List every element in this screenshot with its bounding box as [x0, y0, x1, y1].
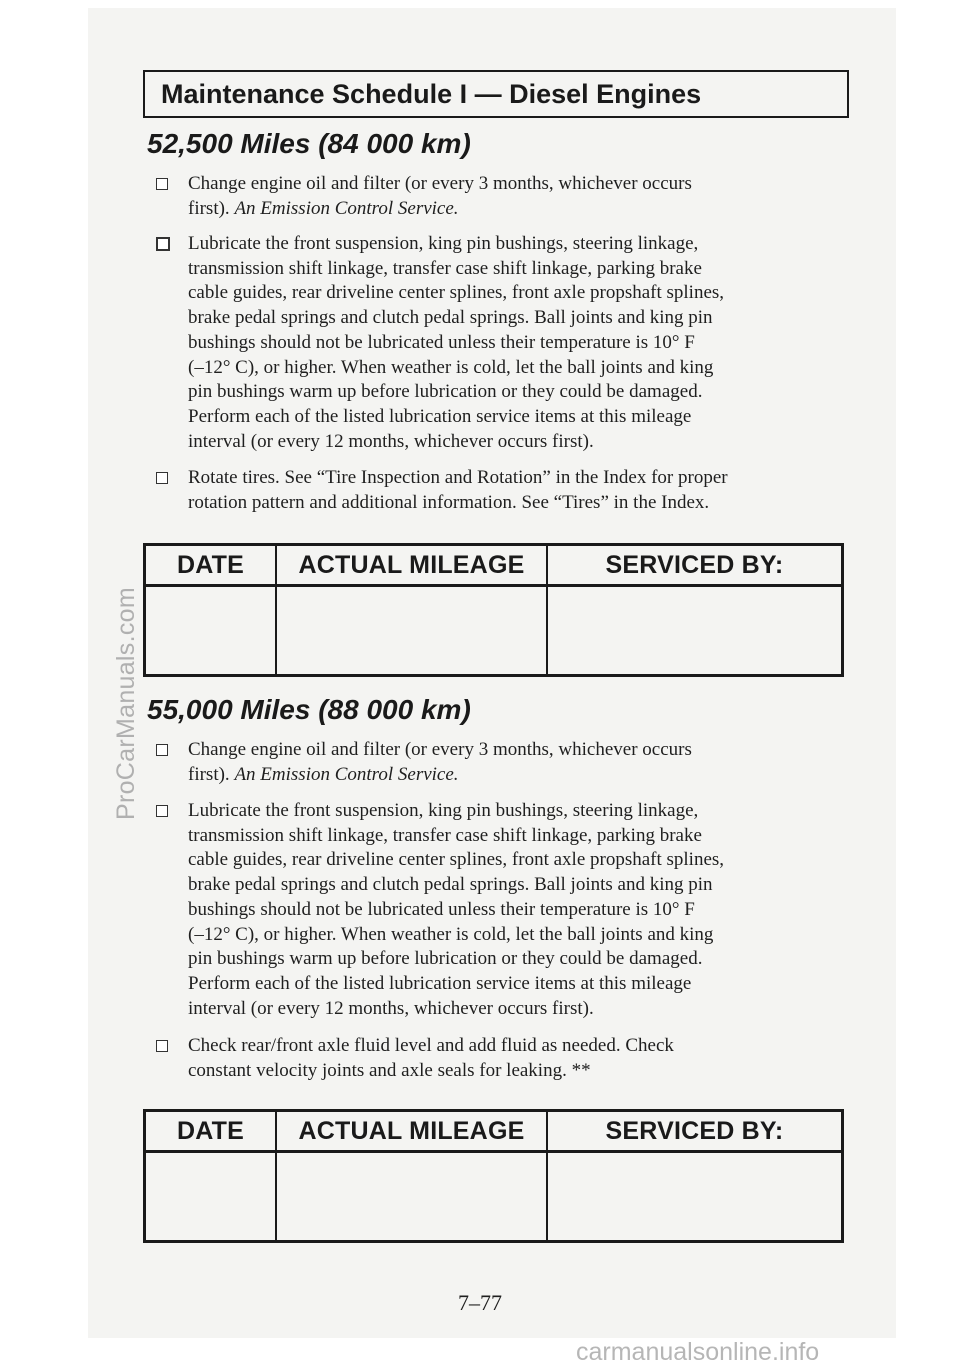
- item-text: Check rear/front axle fluid level and add fluid as needed. Check constant velocity joints and axle seals for leaking. **: [188, 1035, 674, 1081]
- serviced-by-header: SERVICED BY:: [548, 546, 841, 587]
- checkbox-icon[interactable]: [156, 1040, 168, 1052]
- item-text: Rotate tires. See “Tire Inspection and Rotation” in the Index for proper rotation pattern and additional information. See “Tires” in the Index.: [188, 467, 728, 513]
- item-text: Change engine oil and filter (or every 3 months, whichever occurs first). An Emission Control Service.: [188, 173, 692, 219]
- checklist-item-lubricate: [156, 232, 846, 454]
- date-header: DATE: [146, 1112, 277, 1153]
- page-number: 7–77: [458, 1290, 502, 1315]
- section-heading-52500: 52,500 Miles (84 000 km): [147, 128, 471, 159]
- date-entry-cell[interactable]: [146, 1153, 277, 1240]
- section-heading-55000: 55,000 Miles (88 000 km): [147, 694, 471, 725]
- checklist-item-oil-change: [156, 738, 846, 787]
- checklist-item-rotate-tires: [156, 466, 846, 515]
- bottom-watermark: carmanualsonline.info: [576, 1338, 820, 1366]
- schedule-header: [143, 70, 849, 118]
- service-record-table: [143, 543, 844, 677]
- mileage-entry-cell[interactable]: [277, 587, 548, 674]
- item-text: Change engine oil and filter (or every 3 months, whichever occurs first). An Emission Control Service.: [188, 739, 692, 785]
- checklist-item-axle-fluid: [156, 1034, 846, 1083]
- checklist-item-lubricate: [156, 799, 846, 1021]
- mileage-entry-cell[interactable]: [277, 1153, 548, 1240]
- serviced-by-header: SERVICED BY:: [548, 1112, 841, 1153]
- date-header: DATE: [146, 546, 277, 587]
- item-text: Lubricate the front suspension, king pin bushings, steering linkage, transmission shift linkage, transfer case shift linkage, parking brake cable guides, rear driveline center splines, front axle propshaft splines, brake pedal springs and clutch pedal springs. Ball joints and king pin bushings should not be lubricated unless their temperature is 10° F (–12° C), or higher. When weather is cold, let the ball joints and king pin bushings warm up before lubrication or they could be damaged. Perform each of the listed lubrication service items at this mileage interval (or every 12 months, whichever occurs first).: [188, 233, 725, 452]
- checkbox-icon[interactable]: [156, 472, 168, 484]
- actual-mileage-header: ACTUAL MILEAGE: [277, 1112, 548, 1153]
- checkbox-icon[interactable]: [156, 744, 168, 756]
- checkbox-icon[interactable]: [156, 237, 170, 251]
- item-text: Lubricate the front suspension, king pin bushings, steering linkage, transmission shift linkage, transfer case shift linkage, parking brake cable guides, rear driveline center splines, front axle propshaft splines, brake pedal springs and clutch pedal springs. Ball joints and king pin bushings should not be lubricated unless their temperature is 10° F (–12° C), or higher. When weather is cold, let the ball joints and king pin bushings warm up before lubrication or they could be damaged. Perform each of the listed lubrication service items at this mileage interval (or every 12 months, whichever occurs first).: [188, 800, 725, 1019]
- serviced-by-entry-cell[interactable]: [548, 1153, 841, 1240]
- date-entry-cell[interactable]: [146, 587, 277, 674]
- schedule-title: Maintenance Schedule I — Diesel Engines: [161, 78, 702, 109]
- checklist-item-oil-change: [156, 172, 846, 221]
- actual-mileage-header: ACTUAL MILEAGE: [277, 546, 548, 587]
- serviced-by-entry-cell[interactable]: [548, 587, 841, 674]
- checkbox-icon[interactable]: [156, 805, 168, 817]
- checkbox-icon[interactable]: [156, 178, 168, 190]
- side-watermark: ProCarManuals.com: [112, 587, 140, 820]
- service-record-table: [143, 1109, 844, 1243]
